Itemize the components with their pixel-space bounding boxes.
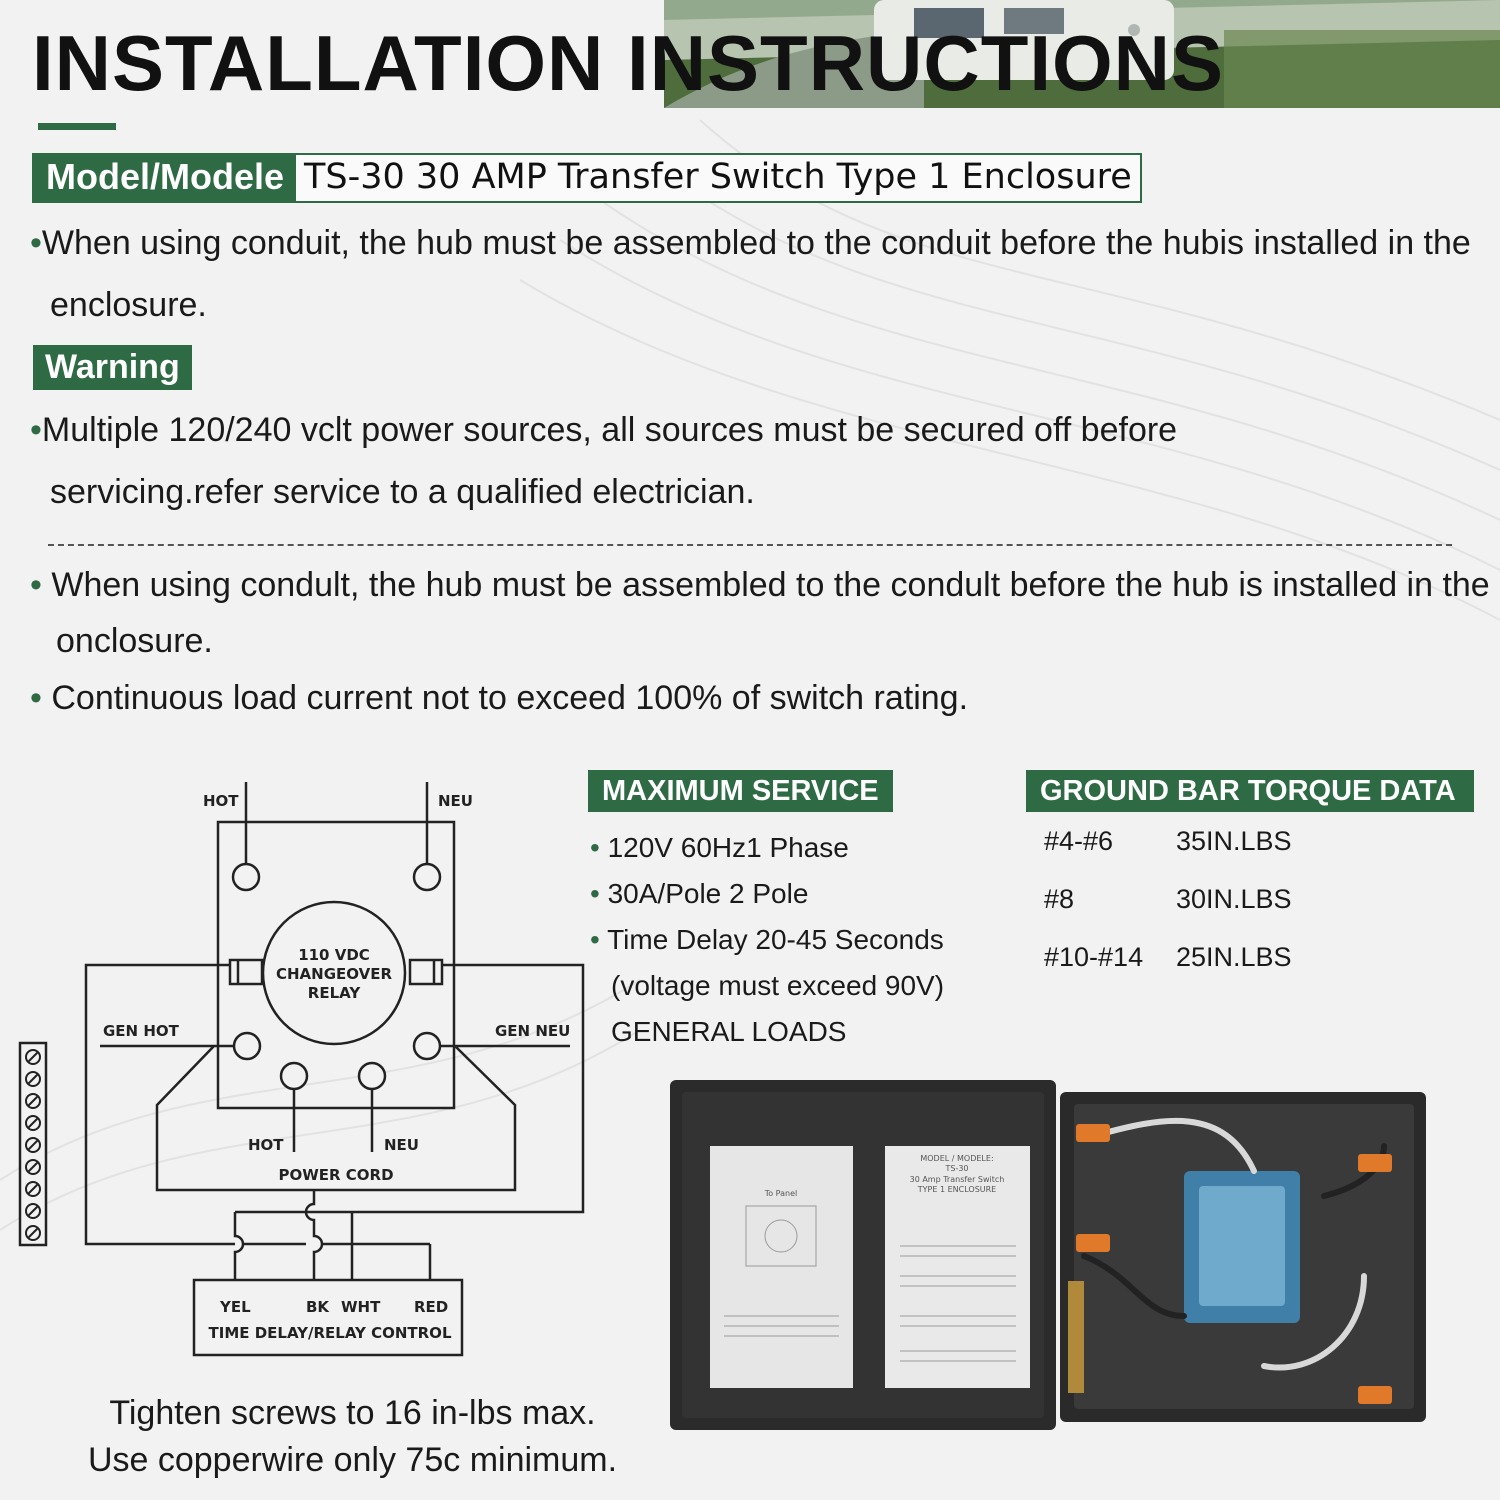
torque-value: 30IN.LBS (1176, 883, 1292, 914)
ground-bar-title: GROUND BAR TORQUE DATA (1026, 770, 1474, 812)
max-service-item-text: Time Delay 20-45 Seconds (607, 924, 944, 955)
bullet-dot: • (590, 924, 608, 955)
max-service-item (590, 825, 1010, 871)
max-service-title: MAXIMUM SERVICE (588, 770, 893, 812)
bullet-dot: • (590, 832, 608, 863)
torque-size: #4-#6 (1044, 825, 1114, 856)
label-gen-neu: GEN NEU (495, 1022, 571, 1040)
label-red: RED (414, 1298, 449, 1316)
max-service-item (590, 871, 1010, 917)
label-gen-hot: GEN HOT (103, 1022, 179, 1040)
table-row (1044, 812, 1292, 870)
torque-size: #10-#14 (1044, 941, 1144, 972)
sticker-model-2: TS-30 (945, 1164, 969, 1173)
label-neu-bottom: NEU (384, 1136, 419, 1154)
load-bullet (30, 670, 1470, 726)
model-label: Model/Modele (34, 155, 296, 201)
wiring-diagram (0, 760, 600, 1400)
model-row (32, 153, 1142, 203)
max-service-item (590, 917, 1010, 963)
title-underline (38, 123, 116, 130)
general-loads: GENERAL LOADS (611, 1016, 847, 1047)
label-neu-top: NEU (438, 792, 473, 810)
max-service-item-text: 30A/Pole 2 Pole (607, 878, 809, 909)
conduit-bottom-text: When using condult, the hub must be assembled to the condult before the hub is installed in the onclosure. (51, 566, 1490, 660)
max-service-note: (voltage must exceed 90V) (611, 970, 945, 1001)
conduit-bullet-top (30, 212, 1490, 336)
warning-bullet (30, 399, 1390, 523)
relay-label-2: CHANGEOVER (275, 965, 393, 983)
ground-bar-component (1068, 1281, 1084, 1393)
table-row (1044, 928, 1292, 986)
relay-label-3: RELAY (307, 984, 361, 1002)
max-service-list (590, 825, 1010, 1055)
label-bk: BK (306, 1298, 330, 1316)
conduit-bullet-bottom (30, 557, 1496, 669)
label-wht: WHT (341, 1298, 381, 1316)
enclosure-photo (664, 1076, 1434, 1436)
footer-line-2: Use copperwire only 75c minimum. (87, 1441, 618, 1479)
control-box (194, 1280, 462, 1355)
footer-line-1: Tighten screws to 16 in-lbs max. (109, 1394, 596, 1432)
warning-text: Multiple 120/240 vclt power sources, all sources must be secured off before servicing.refer service to a qualified electrician. (41, 411, 1178, 511)
bullet-dot: • (590, 878, 608, 909)
section-divider (48, 544, 1452, 546)
bullet-dot: • (30, 224, 42, 262)
label-power-cord: POWER CORD (278, 1166, 394, 1184)
sticker-model-3: 30 Amp Transfer Switch (909, 1175, 1005, 1184)
table-row (1044, 870, 1292, 928)
relay-label-1: 110 VDC (298, 946, 370, 964)
label-yel: YEL (220, 1298, 251, 1316)
warning-label: Warning (33, 345, 192, 390)
bullet-dot: • (30, 566, 52, 604)
ground-bar-icon (20, 1043, 46, 1245)
label-control: TIME DELAY/RELAY CONTROL (208, 1324, 452, 1342)
max-service-item-text: 120V 60Hz1 Phase (607, 832, 849, 863)
torque-value: 35IN.LBS (1176, 825, 1292, 856)
footer-note (20, 1390, 685, 1484)
bullet-dot: • (30, 679, 52, 717)
bullet-dot: • (30, 411, 42, 449)
page-title: INSTALLATION INSTRUCTIONS (32, 19, 1225, 107)
wiring-label-sticker (710, 1146, 853, 1388)
ground-bar-table (1044, 812, 1292, 986)
torque-size: #8 (1044, 883, 1075, 914)
sticker-to-panel: To Panel (764, 1189, 798, 1198)
load-text: Continuous load current not to exceed 100% of switch rating. (51, 679, 969, 717)
sticker-model-1: MODEL / MODELE: (920, 1154, 994, 1163)
label-hot-top: HOT (203, 792, 239, 810)
sticker-model-4: TYPE 1 ENCLOSURE (917, 1185, 997, 1194)
conduit-text: When using conduit, the hub must be assembled to the conduit before the hubis installed in the enclosure. (41, 224, 1471, 324)
label-hot-bottom: HOT (248, 1136, 284, 1154)
model-value: TS-30 30 AMP Transfer Switch Type 1 Enclosure (296, 155, 1140, 201)
torque-value: 25IN.LBS (1176, 941, 1292, 972)
